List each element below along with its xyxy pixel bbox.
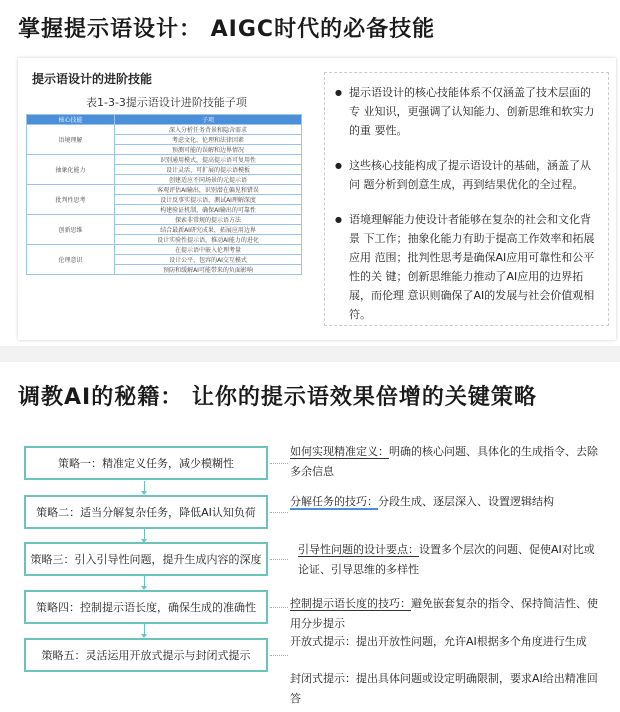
strategy-desc-1 (290, 442, 600, 482)
subitem-cell: 预防和缓解AI可能带来的负面影响 (115, 265, 302, 275)
strategy-desc-5 (290, 632, 600, 652)
bullet-item: ● 提示语设计的核心技能体系不仅涵盖了技术层面的专 业知识，更强调了认知能力、创新思维和软实力的重 要性。 (335, 83, 598, 140)
connector (270, 559, 288, 560)
subitem-cell: 构建验证机制，确保AI输出的可靠性 (115, 205, 302, 215)
desc-head: 分解任务的技巧： (290, 495, 378, 508)
skill-cell: 抽象化能力 (27, 155, 115, 185)
table-row (27, 155, 302, 165)
strategy-desc-4 (290, 594, 600, 634)
arrow-icon (144, 624, 145, 636)
table-caption: 表1-3-3提示语设计进阶技能子项 (86, 96, 247, 109)
table-row (27, 185, 302, 195)
bullet-item: ● 语境理解能力使设计者能够在复杂的社会和文化背景 下工作；抽象化能力有助于提高工作效率和拓展应用 范围；批判性思考是确保AI应用可靠性和公平性的关 键；创新思维能力推动了AI应用的边界拓展，而伦理 意识则确保了AI的发展与社会价值观相符。 (335, 210, 598, 324)
subitem-cell: 在提示语中嵌入伦理考量 (115, 245, 302, 255)
subitem-cell: 识别通用模式，提高提示语可复用性 (115, 155, 302, 165)
strategy-box-4: 策略四：控制提示语长度，确保生成的准确性 (24, 590, 268, 624)
strategy-desc-3 (290, 540, 600, 580)
skill-cell: 伦理意识 (27, 245, 115, 275)
summary-panel (324, 72, 609, 326)
desc-text: 提出具体问题或设定明确限制，要求AI给出精准回答 (290, 672, 598, 705)
bullet-item: ● 这些核心技能构成了提示语设计的基础，涵盖了从问 题分析到创意生成，再到结果优化的全过程。 (335, 156, 598, 194)
desc-text: 避免嵌套复杂的指令、保持简洁性、使用分步提示 (290, 597, 598, 630)
table-header: 子项 (115, 115, 302, 125)
connector (270, 655, 288, 656)
desc-text: 分段生成、逐层深入、设置逻辑结构 (378, 495, 554, 508)
desc-head: 开放式提示： (290, 635, 356, 648)
connector (270, 463, 288, 464)
desc-text: 明确的核心问题、具体化的生成指令、去除多余信息 (290, 445, 598, 478)
subitem-cell: 设计灵活、可扩展的提示语模板 (115, 165, 302, 175)
desc-head: 控制提示语长度的技巧： (290, 597, 411, 610)
arrow-icon (144, 529, 145, 541)
desc-head: 如何实现精准定义： (290, 445, 389, 458)
table-row (27, 125, 302, 135)
arrow-icon (144, 576, 145, 588)
subitem-cell: 结合最新AI研究成果，拓展应用边界 (115, 225, 302, 235)
table-row (27, 215, 302, 225)
subitem-cell: 设计实验性提示语，推动AI能力的进化 (115, 235, 302, 245)
subitem-cell: 考虑文化、伦理和法律因素 (115, 135, 302, 145)
table-header: 核心技能 (27, 115, 115, 125)
skills-card (18, 58, 616, 340)
card-subtitle: 提示语设计的进阶技能 (32, 72, 153, 86)
subitem-cell: 深入分析任务背景和隐含需求 (115, 125, 302, 135)
section2-title: 调教AI的秘籍： 让你的提示语效果倍增的关键策略 (18, 385, 537, 410)
skill-cell: 创新思维 (27, 215, 115, 245)
subitem-cell: 创建适应不同场景的元提示语 (115, 175, 302, 185)
desc-head: 引导性问题的设计要点： (298, 543, 419, 556)
connector (270, 607, 288, 608)
section-divider (0, 346, 620, 362)
desc-head: 封闭式提示： (290, 672, 356, 685)
skill-cell: 批判性思考 (27, 185, 115, 215)
subitem-cell: 预测可能的误解和边界情况 (115, 145, 302, 155)
subitem-cell: 探索非常规的提示语方法 (115, 215, 302, 225)
section1-title: 掌握提示语设计： AIGC时代的必备技能 (18, 17, 436, 42)
desc-text: 提出开放性问题，允许AI根据多个角度进行生成 (356, 635, 587, 648)
connector (270, 512, 288, 513)
arrow-icon (144, 481, 145, 493)
skills-table (26, 114, 302, 275)
table-row (27, 245, 302, 255)
skill-cell: 语境理解 (27, 125, 115, 155)
strategy-box-1: 策略一：精准定义任务，减少模糊性 (24, 446, 268, 480)
strategy-box-5: 策略五：灵活运用开放式提示与封闭式提示 (24, 638, 268, 672)
strategy-box-3: 策略三：引入引导性问题，提升生成内容的深度 (24, 542, 268, 576)
strategy-desc-5b (290, 669, 600, 709)
strategy-desc-2 (290, 492, 600, 512)
subitem-cell: 设计公平、包容的AI交互模式 (115, 255, 302, 265)
subitem-cell: 设计反事实提示语，测试AI理解深度 (115, 195, 302, 205)
subitem-cell: 客观评估AI输出，识别潜在偏见和错误 (115, 185, 302, 195)
desc-text: 设置多个层次的问题、促使AI对比或论证、引导思维的多样性 (298, 543, 595, 576)
strategy-box-2: 策略二：适当分解复杂任务，降低AI认知负荷 (24, 495, 268, 529)
